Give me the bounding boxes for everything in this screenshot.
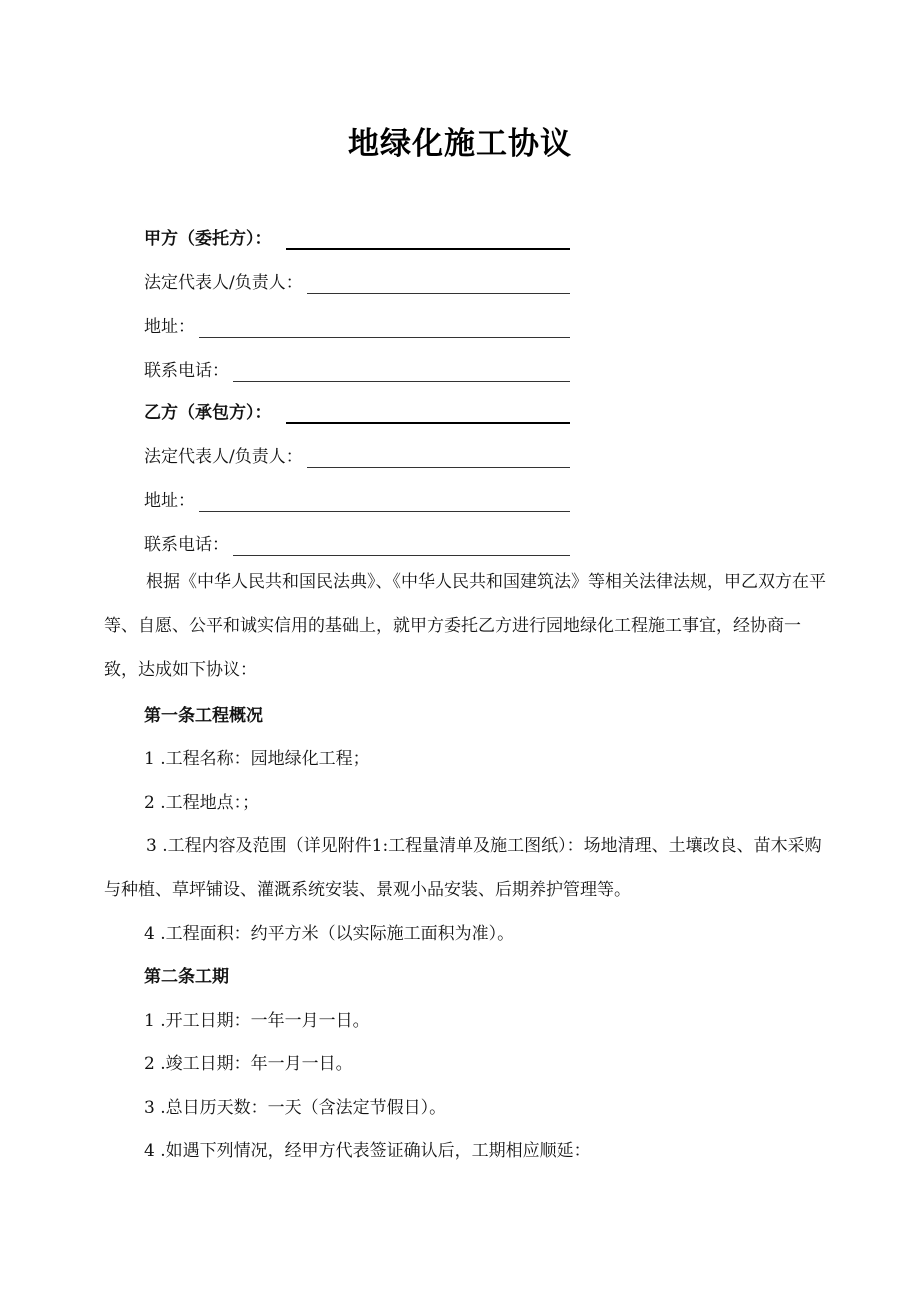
party-b-rep-label: 法定代表人/负责人： xyxy=(144,447,303,467)
party-a-phone-field xyxy=(144,356,570,382)
party-b-rep-blank xyxy=(307,447,570,468)
party-b-label: 乙方（承包方）： xyxy=(144,403,272,423)
preamble-paragraph: 根据《中华人民共和国民法典》、《中华人民共和国建筑法》等相关法律法规，甲乙双方在平等、自愿、公平和诚实信用的基础上，就甲方委托乙方进行园地绿化工程施工事宜，经协商一致，达成如下协议： xyxy=(104,572,826,680)
article-2-item-3: 3 .总日历天数：一天（含法定节假日）。 xyxy=(144,1098,447,1118)
party-a-address-label: 地址： xyxy=(144,317,195,337)
article-1-item-1: 1 .工程名称：园地绿化工程； xyxy=(144,749,370,769)
party-b-address-blank xyxy=(199,491,570,512)
party-a-phone-blank xyxy=(233,361,570,382)
document-title: 地绿化施工协议 xyxy=(348,126,572,162)
party-a-rep-field xyxy=(144,268,570,294)
party-a-blank xyxy=(286,228,571,250)
party-b-phone-field xyxy=(144,530,570,556)
article-1-heading: 第一条工程概况 xyxy=(144,706,263,726)
party-a-rep-blank xyxy=(307,273,570,294)
party-a-address-field xyxy=(144,312,570,338)
party-b-phone-label: 联系电话： xyxy=(144,535,229,555)
article-2-heading: 第二条工期 xyxy=(144,967,229,987)
article-1-item-4: 4 .工程面积：约平方米（以实际施工面积为准）。 xyxy=(144,924,515,944)
article-2-item-2: 2 .竣工日期：年一月一日。 xyxy=(144,1054,353,1074)
article-1-item-2: 2 .工程地点：； xyxy=(144,793,260,813)
party-a-address-blank xyxy=(199,317,570,338)
party-a-rep-label: 法定代表人/负责人： xyxy=(144,273,303,293)
article-2-item-4: 4 .如遇下列情况，经甲方代表签证确认后，工期相应顺延： xyxy=(144,1141,591,1161)
article-2-item-1: 1 .开工日期：一年一月一日。 xyxy=(144,1011,370,1031)
party-a-label: 甲方（委托方）： xyxy=(144,229,272,249)
party-b-address-label: 地址： xyxy=(144,491,195,511)
article-1-item-3: 3 .工程内容及范围（详见附件1:工程量清单及施工图纸）：场地清理、土壤改良、苗木采购与种植、草坪铺设、灌溉系统安装、景观小品安装、后期养护管理等。 xyxy=(104,836,822,900)
party-b-phone-blank xyxy=(233,535,570,556)
party-b-rep-field xyxy=(144,442,570,468)
party-b-address-field xyxy=(144,486,570,512)
party-b-blank xyxy=(286,402,571,424)
party-a-phone-label: 联系电话： xyxy=(144,361,229,381)
party-a-field xyxy=(144,224,570,250)
party-b-field xyxy=(144,398,570,424)
